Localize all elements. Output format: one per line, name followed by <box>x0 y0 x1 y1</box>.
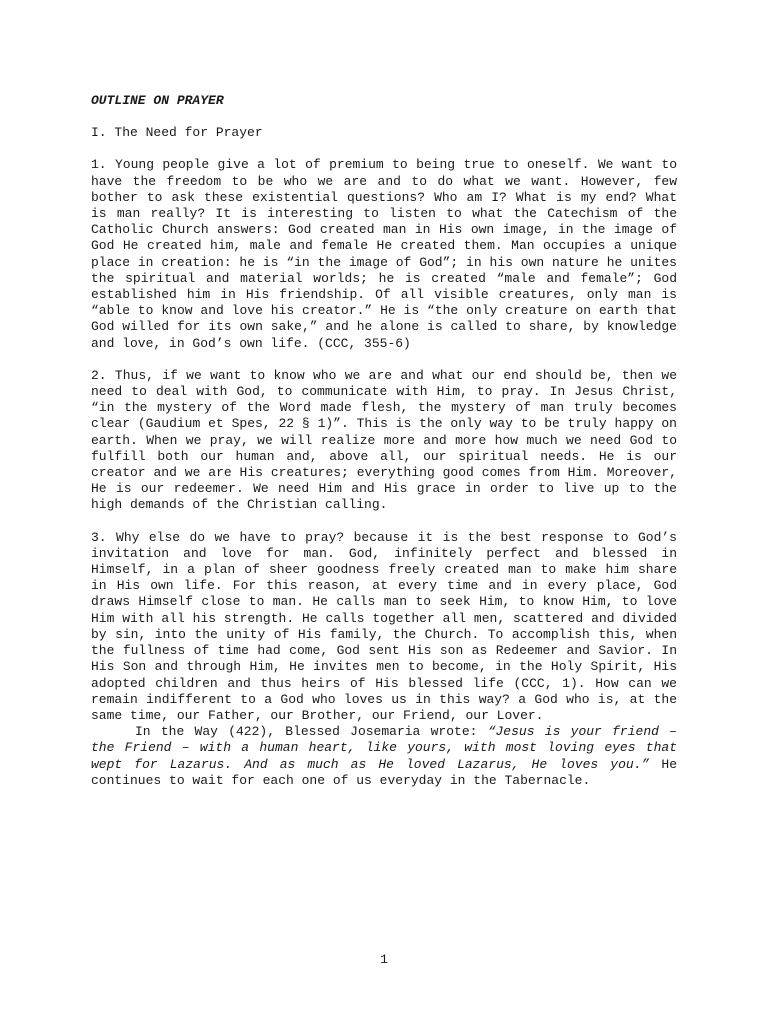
paragraph-4-tail: He continues to wait for each one of us everyday in the Tabernacle. <box>91 756 678 788</box>
paragraph-1: 1. Young people give a lot of premium to being true to oneself. We want to have the freedom to be who we are and to do what we want. However, few bother to ask these existential questions? Who am I? What is my end? What is man really? It is interesting to listen to what the Catechism of the Catholic Church answers: God created man in His own image, in the image of God He created him, male and female He created them. Man occupies a unique place in creation: he is “in the image of God”; in his own nature he unites the spiritual and material worlds; he is created “male and female”; God established him in His friendship. Of all visible creatures, only man is “able to know and love his creator.” He is “the only creature on earth that God willed for its own sake,” and he alone is called to share, by knowledge and love, in God’s own life. (CCC, 355-6) <box>91 157 677 351</box>
paragraph-3: 3. Why else do we have to pray? because it is the best response to God’s invitation and love for man. God, infinitely perfect and blessed in Himself, in a plan of sheer goodness freely created man to make him share in His own life. For this reason, at every time and in every place, God draws Himself close to man. He calls man to seek Him, to know Him, to love Him with all his strength. He calls together all men, scattered and divided by sin, into the unity of His family, the Church. To accomplish this, when the fullness of time had come, God sent His son as Redeemer and Savior. In His Son and through Him, He invites men to become, in the Holy Spirit, His adopted children and thus heirs of His blessed life (CCC, 1). How can we remain indifferent to a God who loves us in this way? a God who is, at the same time, our Father, our Brother, our Friend, our Lover. <box>91 529 677 723</box>
paragraph-2: 2. Thus, if we want to know who we are and what our end should be, then we need to deal with God, to communicate with Him, to pray. In Jesus Christ, “in the mystery of the Word made flesh, the mystery of man truly becomes clear (Gaudium et Spes, 22 § 1)”. This is the only way to be truly happy on earth. When we pray, we will realize more and more how much we need God to fulfill both our human and, above all, our spiritual needs. He is our creator and we are His creatures; everything good comes from Him. Moreover, He is our redeemer. We need Him and His grace in order to live up to the high demands of the Christian calling. <box>91 367 677 513</box>
paragraph-4-lead: In the Way (422), Blessed Josemaria wrote: <box>135 724 488 740</box>
document-title: OUTLINE ON PRAYER <box>91 93 224 108</box>
section-heading: I. The Need for Prayer <box>91 125 263 141</box>
paragraph-4 <box>91 724 677 789</box>
page-number: 1 <box>380 952 388 967</box>
josemaria-quote: “Jesus is your friend – the Friend – with a human heart, like yours, with most loving eyes that wept for Lazarus. And as much as He loved Lazarus, He loves you.” <box>91 724 677 772</box>
document-page <box>91 93 677 789</box>
